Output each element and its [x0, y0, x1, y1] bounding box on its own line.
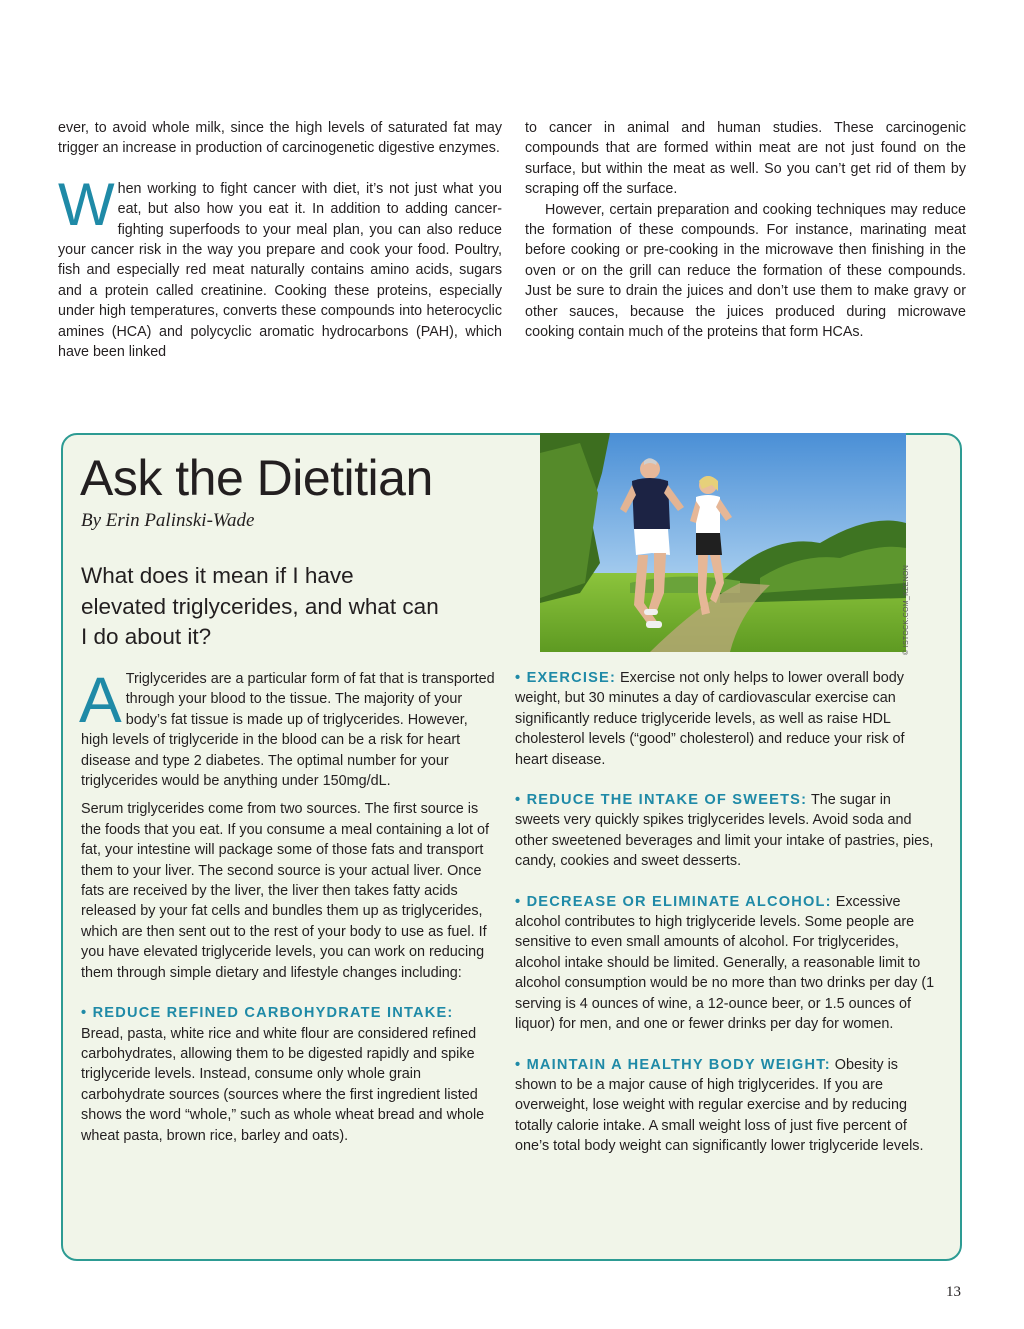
page-number: 13	[946, 1284, 961, 1300]
article-paragraph: However, certain preparation and cooking techniques may reduce the formation of these compounds. For instance, marinating meat before cooking or pre-cooking in the microwave then finishing in the oven or on the grill can reduce the formation of these compounds. Just be sure to drain the juices and don’t use them to make gravy or other sauces, because the juices produced during microwave cooking contain much of the proteins that form HCAs.	[525, 201, 966, 341]
tip-heading: • EXERCISE:	[515, 670, 617, 686]
tip-item	[515, 668, 935, 770]
tip-text: Bread, pasta, white rice and white flour are considered refined carbohydrates, allowing them to be digested rapidly and spike triglyceride levels. Instead, consume only whole grain carbohydrate sources (sources where the first ingredient listed shows the word “whole,” such as whole wheat bread and whole wheat pasta, brown rice, barley and oats).	[81, 1025, 485, 1144]
tip-heading: • MAINTAIN A HEALTHY BODY WEIGHT:	[515, 1056, 831, 1073]
tip-item	[515, 790, 935, 872]
tip-heading: • REDUCE THE INTAKE OF SWEETS:	[515, 792, 808, 809]
section-title: Ask the Dietitian	[80, 450, 433, 506]
tip-heading: • DECREASE OR ELIMINATE ALCOHOL:	[515, 893, 832, 910]
tip-item	[515, 1055, 935, 1157]
article-paragraph: ever, to avoid whole milk, since the high levels of saturated fat may trigger an increase in production of carcinogenetic digestive enzymes.	[58, 120, 502, 157]
article-column-left	[58, 118, 502, 362]
article-column-right	[525, 118, 966, 342]
answer-column-left	[79, 664, 497, 1146]
couple-jogging-photo	[540, 433, 906, 652]
tip-item	[81, 1003, 497, 1146]
answer-text: Triglycerides are a particular form of fat that is transported through your blood to the tissue. The majority of your body’s fat tissue is made up of triglycerides. However, high levels of triglyceride in the blood can be a risk for heart disease and type 2 diabetes. The optimal number for your triglycerides would be anything under 150mg/dL.	[81, 671, 495, 790]
answer-paragraph: Serum triglycerides come from two sources. The first source is the foods that you eat. If you consume a meal containing a lot of fat, your intestine will package some of those fats and transport them to your liver. The second source is your actual liver. Once fats are received by the liver, the liver then takes fatty acids released by your fat cells and bundles them up as triglycerides, which are then sent out to the rest of your body to use as fuel. If you have elevated triglyceride levels, you can work on reducing them through simple dietary and lifestyle changes including:	[81, 801, 489, 981]
answer-paragraph	[79, 664, 497, 791]
article-paragraph: to cancer in animal and human studies. These carcinogenic compounds that are formed within meat are not just found on the surface, but within the meat as well. So you can’t get rid of them by scraping off the surface.	[525, 120, 966, 198]
tip-text: Excessive alcohol contributes to high triglyceride levels. Some people are sensitive to even small amounts of alcohol. For triglycerides, alcohol intake should be limited. Generally, a reasonable limit to alcohol consumption would be no more than two drinks per day (1 serving is 4 ounces of wine, a 12-ounce beer, or 1.5 ounces of liquor) for men, and one or fewer drinks per day for women.	[515, 893, 935, 1033]
tip-text: Exercise not only helps to lower overall body weight, but 30 minutes a day of cardiovascular exercise can significantly reduce triglyceride levels, as well as raise HDL cholesterol levels (“good” cholesterol) and reduce your risk of heart disease.	[515, 670, 905, 768]
article-text: hen working to fight cancer with diet, it’s not just what you eat, but also how you eat it. In addition to adding cancer-fighting superfoods to your meal plan, you can also reduce your cancer risk in the way you prepare and cook your food. Poultry, fish and especially red meat naturally contains amino acids, sugars and a protein called creatinine. Cooking these proteins, especially under high temperatures, converts these compounds into heterocyclic amines (HCA) and polycyclic aromatic hydrocarbons (PAH), which have been linked	[58, 180, 502, 361]
tip-item	[515, 892, 935, 1035]
article-paragraph	[58, 170, 502, 363]
tip-heading: • REDUCE REFINED CARBOHYDRATE INTAKE:	[81, 1005, 454, 1022]
drop-cap: W	[58, 170, 115, 238]
answer-column-right	[515, 668, 935, 1157]
reader-question: What does it mean if I have elevated triglycerides, and what can I do about it?	[81, 563, 439, 649]
tip-text: Obesity is shown to be a major cause of high triglycerides. If you are overweight, lose weight with regular exercise and by reducing totally calorie intake. A small weight loss of just five percent of one’s total body weight can significantly lower triglyceride levels.	[515, 1056, 924, 1155]
photo-credit: © ISTOCK.COM_KZENON	[903, 564, 910, 655]
byline: By Erin Palinski-Wade	[81, 510, 255, 531]
drop-cap: A	[79, 664, 122, 736]
tip-text: The sugar in sweets very quickly spikes triglycerides levels. Avoid soda and other sweetened beverages and limit your intake of pastries, pies, candy, cookies and sweet desserts.	[515, 792, 934, 870]
